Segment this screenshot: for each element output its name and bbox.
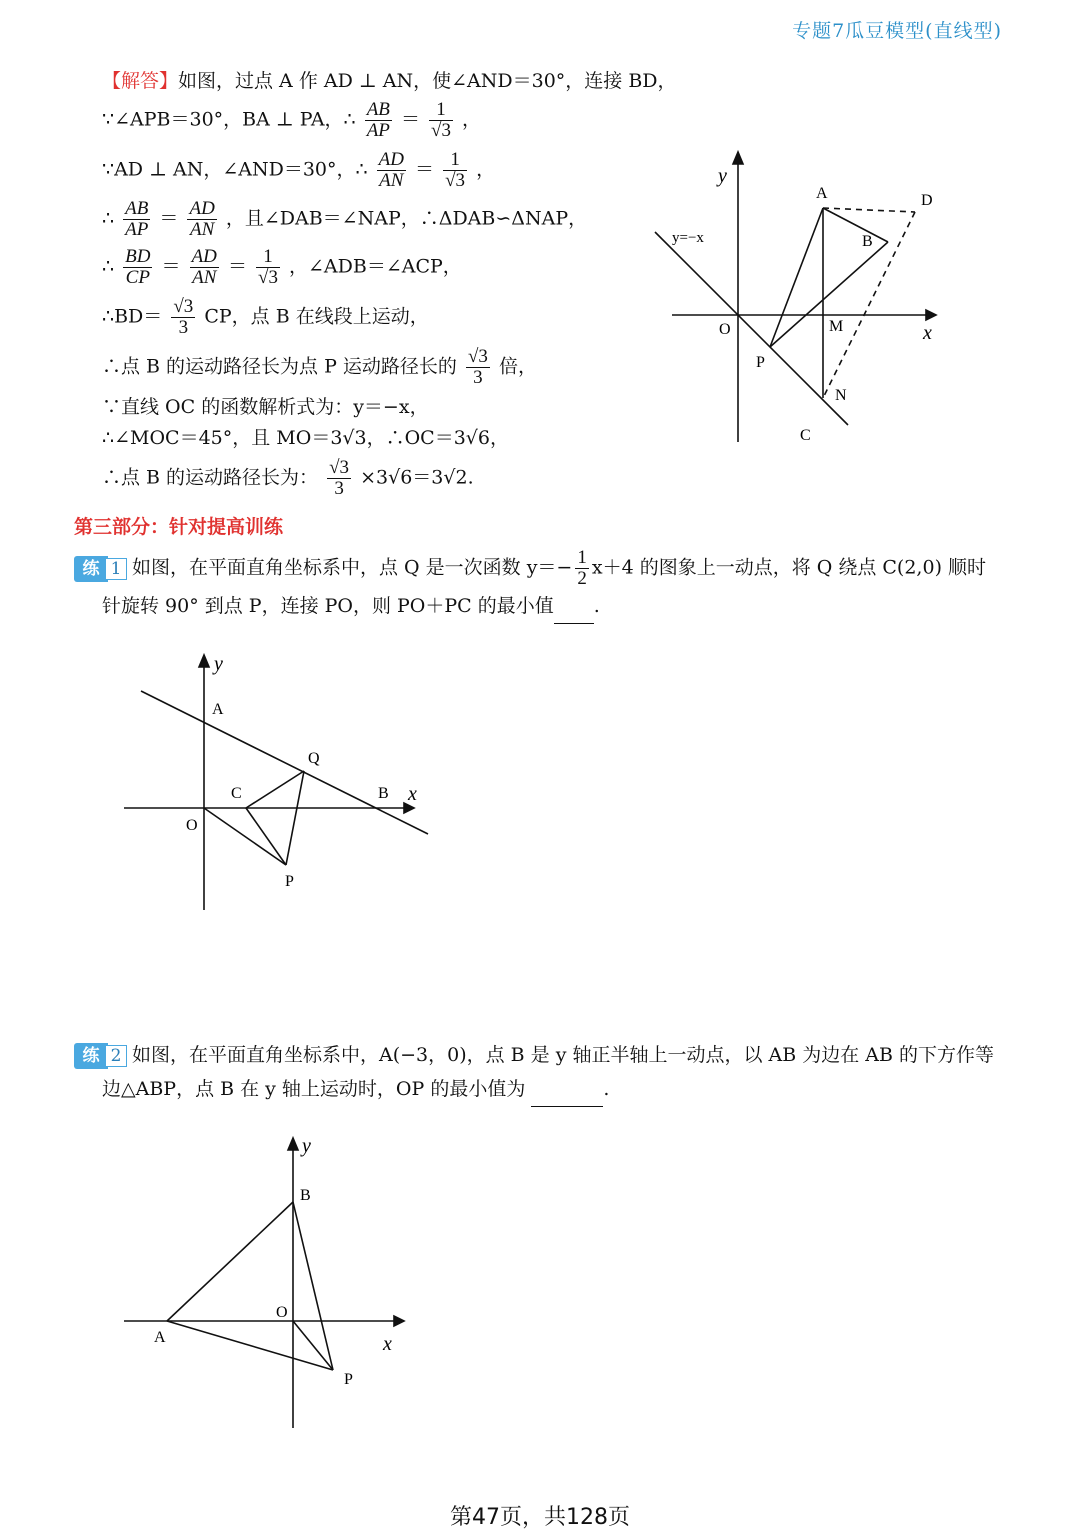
- x-arrow: [394, 1316, 404, 1326]
- answer-blank[interactable]: [531, 1072, 603, 1107]
- label-A: A: [212, 701, 224, 718]
- label-x: x: [383, 1333, 392, 1355]
- solution-line-2: ∵∠APB＝30°，BA ⊥ PA，∴ $\frac{AB}{AP}$ ＝ $\frac{1}{√3}$ ，: [102, 99, 482, 141]
- segment-CQ: [246, 771, 304, 808]
- page-footer: 第47页，共128页: [450, 1505, 630, 1530]
- exercise-badge: 练 1: [74, 556, 128, 582]
- section-title: 第三部分：针对提高训练: [74, 516, 284, 538]
- fraction: $\frac{AD}{AN}$: [378, 149, 404, 191]
- label-x: x: [923, 322, 932, 344]
- solution-line-7: ∴点 B 的运动路径长为点 P 运动路径长的 $\frac{√3}{3}$ 倍，: [102, 346, 537, 388]
- y-arrow: [288, 1138, 298, 1150]
- label-x: x: [408, 783, 417, 805]
- label-B: B: [300, 1187, 311, 1204]
- segment-QP: [286, 771, 304, 865]
- fraction: $\frac{1}{√3}$: [445, 149, 466, 191]
- solution-line-10: ∴点 B 的运动路径长为： $\frac{√3}{3}$ ×3√6＝3√2.: [102, 457, 474, 499]
- fraction: $\frac{1}{√3}$: [431, 99, 451, 141]
- figure-3: [115, 1130, 415, 1435]
- label-Q: Q: [308, 750, 320, 767]
- solution-line-4: ∴ $\frac{AB}{AP}$ ＝ $\frac{AD}{AN}$ ，且∠DAB＝∠NAP，∴ΔDAB∽ΔNAP，: [102, 198, 588, 240]
- solution-tag: 【解答】: [102, 70, 179, 92]
- y-arrow: [199, 655, 209, 667]
- label-O: O: [186, 817, 198, 834]
- label-P: P: [285, 873, 294, 890]
- solution-line-8: ∵直线 OC 的函数解析式为：y＝−x，: [102, 396, 429, 418]
- label-line-eq: y=−x: [672, 230, 704, 246]
- label-y: y: [718, 165, 727, 187]
- page-header: 专题7瓜豆模型(直线型): [792, 20, 1002, 42]
- label-O: O: [719, 321, 731, 338]
- label-O: O: [276, 1304, 288, 1321]
- fraction: $\frac{√3}{3}$: [173, 296, 194, 338]
- fraction: $\frac{BD}{CP}$: [125, 246, 151, 288]
- segment-OP: [204, 808, 286, 865]
- fraction: $\frac{1}{√3}$: [258, 246, 278, 288]
- label-A: A: [816, 185, 828, 202]
- solution-line-6: ∴BD＝ $\frac{√3}{3}$ CP，点 B 在线段上运动，: [102, 296, 429, 338]
- label-C: C: [800, 427, 811, 444]
- line-AB: [141, 691, 428, 834]
- segment-AP: [167, 1321, 333, 1370]
- question-2: 练 2 如图，在平面直角坐标系中，A(−3，0)，点 B 是 y 轴正半轴上一动点，以 AB 为边在 AB 的下方作等 边△ABP，点 B 在 y 轴上运动时，OP 的最小值为 .: [74, 1038, 1014, 1107]
- label-B: B: [862, 233, 873, 250]
- fraction: $\frac{√3}{3}$: [329, 457, 350, 499]
- solution-line-9: ∴∠MOC＝45°，且 MO＝3√3，∴OC＝3√6，: [102, 427, 510, 449]
- fraction: $\frac{AB}{AP}$: [366, 99, 390, 141]
- fraction: $\frac{AB}{AP}$: [125, 198, 149, 240]
- segment-AB: [167, 1202, 293, 1321]
- label-M: M: [829, 318, 844, 335]
- label-N: N: [835, 387, 847, 404]
- question-1: 练 1 如图，在平面直角坐标系中，点 Q 是一次函数 y＝− $\frac{1}{2}$ x＋4 的图象上一动点，将 Q 绕点 C(2,0) 顺时 针旋转 90° 到点 P，连接 PO，则 PO＋PC 的最小值 .: [74, 548, 1014, 624]
- label-y: y: [214, 653, 223, 675]
- segment-AD: [823, 208, 915, 212]
- answer-blank[interactable]: [554, 589, 594, 624]
- label-P: P: [756, 354, 765, 371]
- segment-CP: [246, 808, 286, 865]
- label-y: y: [302, 1135, 311, 1157]
- segment-AP: [770, 208, 823, 347]
- x-arrow: [926, 310, 936, 320]
- label-P: P: [344, 1371, 353, 1388]
- label-A: A: [154, 1329, 166, 1346]
- line-y-neg-x: [655, 232, 848, 425]
- segment-AB: [823, 208, 888, 242]
- y-arrow: [733, 152, 743, 164]
- fraction: $\frac{AD}{AN}$: [191, 246, 217, 288]
- solution-line-5: ∴ $\frac{BD}{CP}$ ＝ $\frac{AD}{AN}$ ＝ $\frac{1}{√3}$ ，∠ADB＝∠ACP，: [102, 246, 462, 288]
- label-B: B: [378, 785, 389, 802]
- label-C: C: [231, 785, 242, 802]
- fraction: $\frac{AD}{AN}$: [189, 198, 215, 240]
- fraction: $\frac{1}{2}$: [577, 547, 587, 589]
- exercise-badge: 练 2: [74, 1043, 128, 1069]
- solution-line-1: 【解答】如图，过点 A 作 AD ⊥ AN，使∠AND＝30°，连接 BD，: [102, 70, 677, 92]
- figure-2: [115, 645, 445, 920]
- solution-line-3: ∵AD ⊥ AN，∠AND＝30°，∴ $\frac{AD}{AN}$ ＝ $\frac{1}{√3}$ ，: [102, 149, 496, 191]
- figure-1: [640, 145, 960, 455]
- label-D: D: [921, 192, 933, 209]
- fraction: $\frac{√3}{3}$: [467, 346, 488, 388]
